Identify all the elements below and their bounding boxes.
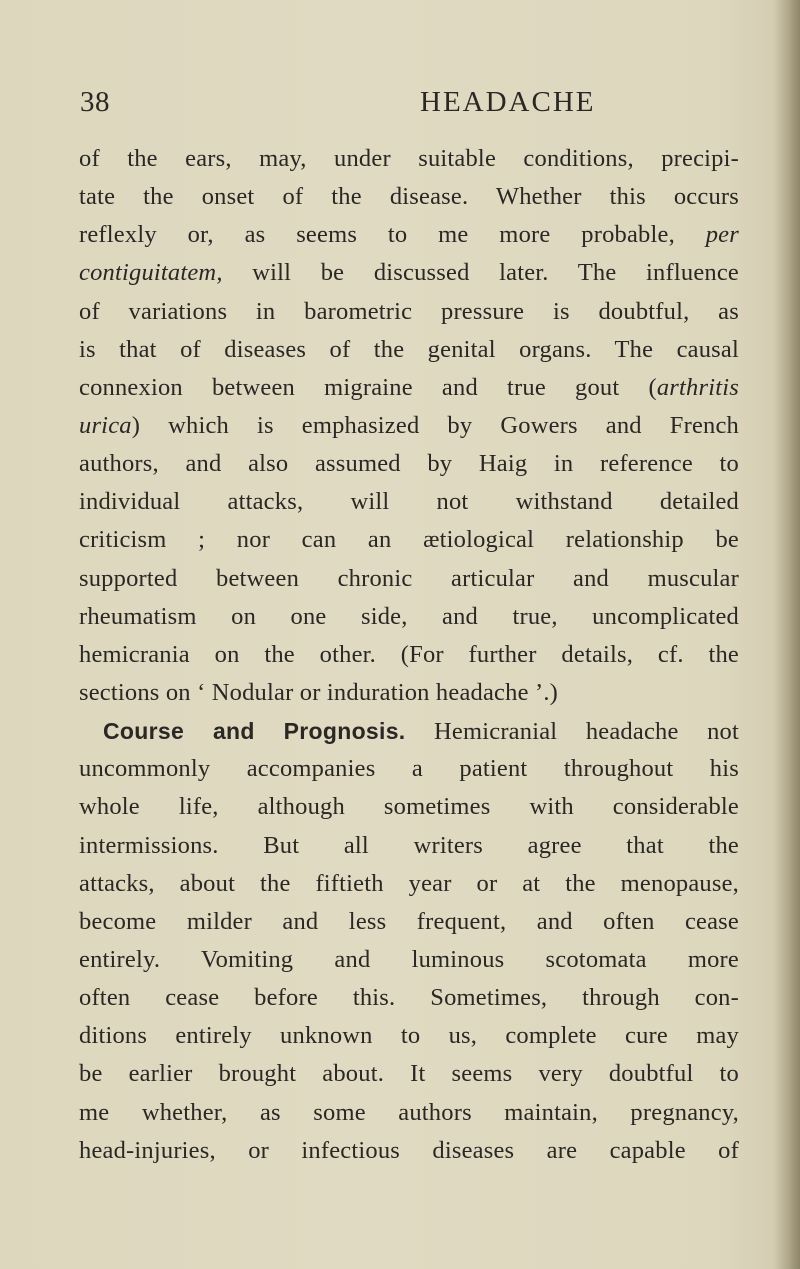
- text-line: head-injuries, or infectious diseases are capable of: [79, 1136, 739, 1164]
- text-line: intermissions. But all writers agree that the: [79, 831, 739, 859]
- page-edge-shadow: [772, 0, 800, 1269]
- text-line: [79, 369, 739, 407]
- text-line: individual attacks, will not withstand detailed: [79, 488, 739, 516]
- text-line: entirely. Vomiting and luminous scotomata more: [79, 945, 739, 973]
- text-line: uncommonly accompanies a patient throughout his: [79, 755, 739, 783]
- running-head: HEADACHE: [420, 86, 596, 118]
- text-line: often cease before this. Sometimes, through con-: [79, 984, 739, 1012]
- text-line: hemicrania on the other. (For further details, cf. the: [79, 640, 739, 668]
- line-segment: ) which is emphasized by Gowers and French: [131, 411, 739, 439]
- section-heading: Course and Prognosis.: [103, 718, 406, 745]
- text-line: [79, 254, 739, 292]
- italic-phrase: arthritis: [656, 373, 739, 401]
- text-line: ditions entirely unknown to us, complete cure may: [79, 1022, 739, 1050]
- italic-phrase: per: [705, 221, 739, 249]
- text-line: [79, 216, 739, 254]
- text-line: is that of diseases of the genital organs. The causal: [79, 335, 739, 363]
- text-line: whole life, although sometimes with considerable: [79, 793, 739, 821]
- section-heading-line: [79, 712, 739, 750]
- line-segment: will be discussed later. The influence: [222, 259, 739, 287]
- text-line: attacks, about the fiftieth year or at the menopause,: [79, 869, 739, 897]
- text-line: authors, and also assumed by Haig in reference to: [79, 450, 739, 478]
- body-text: [79, 140, 739, 1170]
- italic-phrase: urica: [79, 411, 132, 439]
- text-line: criticism ; nor can an ætiological relationship be: [79, 526, 739, 554]
- page-header: [80, 86, 730, 126]
- text-line: sections on ‘ Nodular or induration headache ’.): [79, 678, 559, 706]
- line-segment: connexion between migraine and true gout (: [79, 373, 657, 401]
- text-line: be earlier brought about. It seems very doubtful to: [79, 1060, 739, 1088]
- text-line: of variations in barometric pressure is doubtful, as: [79, 297, 739, 325]
- page-number: 38: [80, 86, 110, 118]
- text-line: supported between chronic articular and muscular: [79, 564, 739, 592]
- text-line: of the ears, may, under suitable conditions, precipi-: [79, 145, 739, 172]
- text-line: become milder and less frequent, and often cease: [79, 907, 739, 935]
- text-line: tate the onset of the disease. Whether this occurs: [79, 183, 739, 211]
- line-segment: Hemicranial headache not: [405, 718, 739, 746]
- italic-phrase: contiguitatem,: [79, 259, 223, 287]
- line-segment: reflexly or, as seems to me more probable,: [79, 221, 706, 249]
- text-line: [79, 407, 739, 445]
- text-line: me whether, as some authors maintain, pregnancy,: [79, 1098, 739, 1126]
- text-line: rheumatism on one side, and true, uncomplicated: [79, 602, 739, 630]
